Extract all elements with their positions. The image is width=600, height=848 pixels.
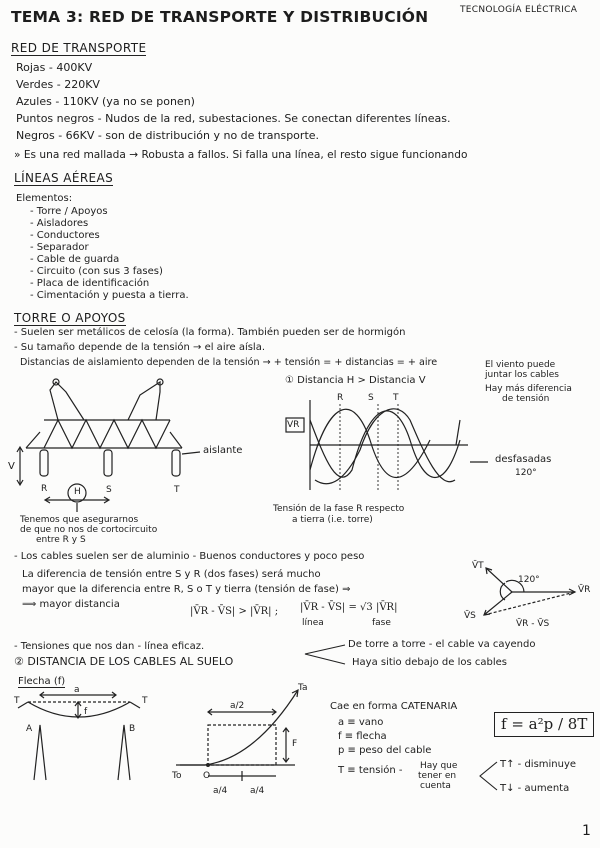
sag-formula-box: f = a²p / 8T [494,712,594,737]
sag-f-label: f [84,707,88,717]
tension-effect: T↓ - aumenta [500,783,570,794]
tension-note: a tierra (i.e. torre) [292,515,373,525]
section-heading-red-transporte: RED DE TRANSPORTE [11,41,147,55]
cat-o-label: O [203,771,211,781]
need-note: tener en [418,771,457,781]
sag-A-label: A [26,724,33,734]
page-number: 1 [582,823,591,839]
wave-r-label: R [337,393,344,403]
tower-t-label: T [174,485,180,495]
tension-note: Tensión de la fase R respecto [273,504,405,514]
bracket-item: De torre a torre - el cable va cayendo [348,639,536,650]
list-item: - Placa de identificación [30,278,150,289]
list-item: - Circuito (con sus 3 fases) [30,266,163,277]
text-line: Rojas - 400KV [16,61,93,74]
sag-a-label: a [74,685,80,695]
def-item: a ≡ vano [338,717,384,728]
sag-B-label: B [129,724,136,734]
tension-effect: T↑ - disminuye [500,759,577,770]
section-heading-distancia: ② DISTANCIA DE LOS CABLES AL SUELO [14,655,234,668]
eq-linea-label: línea [302,618,324,628]
list-item: - Separador [30,242,89,253]
equation-1: |V̄R - V̄S| > |V̄R| ; [190,606,279,617]
text-line: mayor que la diferencia entre R, S o T y tierra (tensión de fase) ⇒ [22,584,351,595]
need-note: Hay que [420,761,458,771]
def-item: T ≡ tensión - [338,765,403,776]
phasor-angle-label: 120° [518,575,540,585]
tower-r-label: R [41,484,48,494]
catenaria-label: Cae en forma CATENARIA [330,701,458,712]
text-line: Verdes - 220KV [16,78,100,91]
list-item: - Cable de guarda [30,254,120,265]
flecha-label: Flecha (f) [18,676,66,687]
tower-note: Tenemos que asegurarnos [20,515,139,525]
bracket-item: Haya sitio debajo de los cables [352,657,507,668]
wave-t-label: T [393,393,399,403]
text-line: La diferencia de tensión entre S y R (dos fases) será mucho [22,569,321,580]
text-line: » Es una red mallada → Robusta a fallos. Si falla una línea, el resto sigue funcionando [14,149,468,161]
need-note: cuenta [420,781,451,791]
text-line: Negros - 66KV - son de distribución y no de transporte. [16,129,320,142]
tower-note: entre R y S [36,535,86,545]
def-item: f ≡ flecha [338,731,387,742]
text-line: - Su tamaño depende de la tensión → el aire aísla. [14,342,266,353]
wind-note: de tensión [502,394,550,404]
phasor-vs-label: V̄S [464,611,476,621]
list-item: - Torre / Apoyos [30,206,108,217]
cat-ta-label: Ta [298,683,308,693]
section-heading-lineas-aereas: LÍNEAS AÉREAS [14,171,114,185]
tower-h-label: H [74,487,81,497]
tower-note: de que no nos de cortocircuito [20,525,158,535]
wave-vr-label: VR [287,420,300,430]
eq-fase-label: fase [372,618,391,628]
phasor-vt-label: V̄T [472,561,484,571]
elements-intro: Elementos: [16,193,73,204]
list-item: - Conductores [30,230,100,241]
cat-a2-label: a/2 [230,701,245,711]
wave-s-label: S [368,393,374,403]
distance-note: ① Distancia H > Distancia V [285,375,426,386]
subject-label: TECNOLOGÍA ELÉCTRICA [460,5,578,15]
tower-v-label: V [8,461,15,472]
text-line: Azules - 110KV (ya no se ponen) [16,95,195,108]
text-line: - Los cables suelen ser de aluminio - Buenos conductores y poco peso [14,551,365,562]
cat-a4-label: a/4 [213,786,228,796]
cat-to-label: To [172,771,182,781]
wind-note: Hay más diferencia [485,384,572,394]
phasor-diff-label: V̄R - V̄S [516,619,550,629]
text-line: - Tensiones que nos dan - línea eficaz. [14,641,205,652]
text-line: ⟹ mayor distancia [22,599,120,610]
text-line: - Suelen ser metálicos de celosía (la forma). También pueden ser de hormigón [14,327,406,338]
phasor-vr-label: V̄R [578,585,591,595]
tower-s-label: S [106,485,112,495]
aislante-label: aislante [203,445,243,456]
def-item: p ≡ peso del cable [338,745,432,756]
wind-note: El viento puede [485,360,556,370]
sag-t2-label: T [142,696,148,706]
section-heading-torre: TORRE O APOYOS [14,311,126,325]
text-line: Puntos negros - Nudos de la red, subestaciones. Se conectan diferentes líneas. [16,112,451,125]
equation-2: |V̄R - V̄S| = √3 |V̄R| [300,602,398,613]
list-item: - Aisladores [30,218,89,229]
wind-note: juntar los cables [485,370,559,380]
deg-label: 120° [515,468,537,478]
text-line: Distancias de aislamiento dependen de la tensión → + tensión = + distancias = + aire [20,357,438,368]
cat-f-label: F [292,739,298,749]
cat-a4-label: a/4 [250,786,265,796]
desfasadas-label: desfasadas [495,454,552,465]
list-item: - Cimentación y puesta a tierra. [30,290,189,301]
page-title: TEMA 3: RED DE TRANSPORTE Y DISTRIBUCIÓN [11,8,429,26]
sag-t1-label: T [14,696,20,706]
